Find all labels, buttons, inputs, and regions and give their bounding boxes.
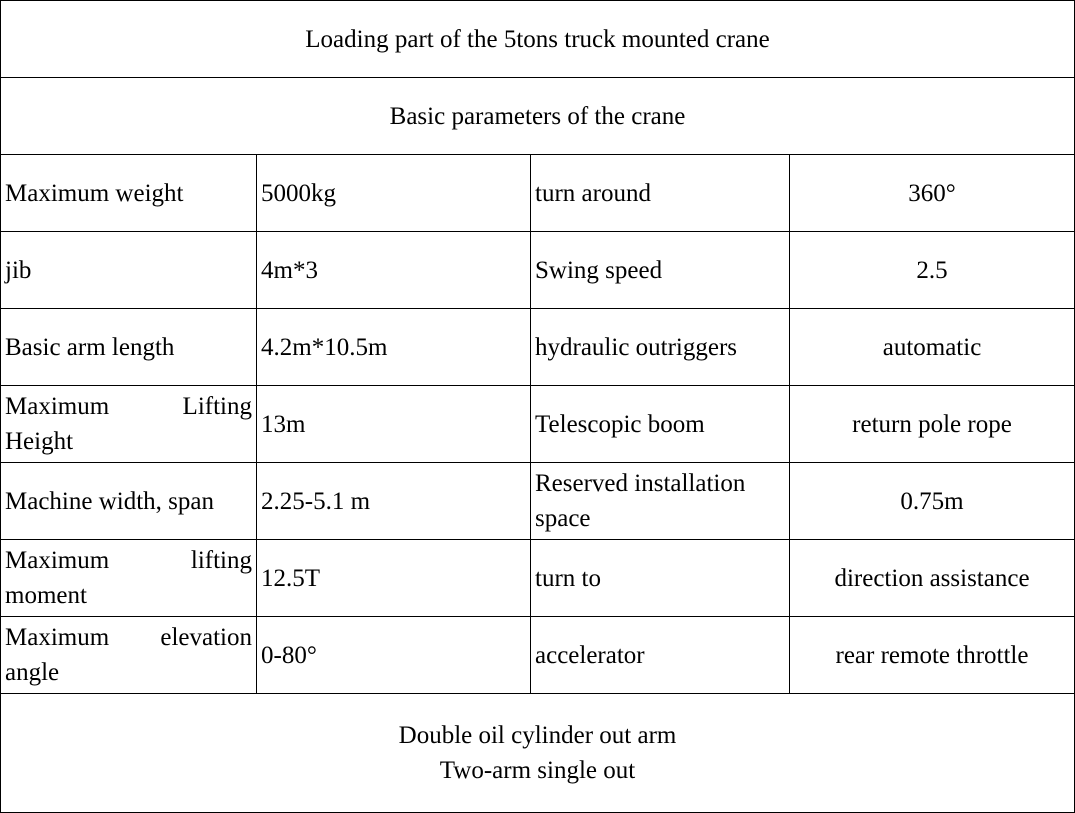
param-value: 360° [790,155,1075,232]
footer-line: Two-arm single out [439,757,636,784]
table-row [1,540,1075,617]
param-label: jib [1,232,257,309]
footer-note [1,694,1075,813]
table-title: Loading part of the 5tons truck mounted crane [1,1,1075,78]
param-value: 0.75m [790,463,1075,540]
table-row [1,309,1075,386]
section-heading: Basic parameters of the crane [1,78,1075,155]
param-label: turn around [531,155,790,232]
param-label: hydraulic outriggers [531,309,790,386]
param-value: 2.5 [790,232,1075,309]
table-row [1,386,1075,463]
param-value: 4m*3 [257,232,531,309]
param-label: Reserved installation space [531,463,790,540]
param-value: 5000kg [257,155,531,232]
table-row [1,232,1075,309]
footer-line: Double oil cylinder out arm [398,722,677,749]
table-row [1,463,1075,540]
param-label: Maximum elevation angle [1,617,257,694]
param-value: 12.5T [257,540,531,617]
param-label: Telescopic boom [531,386,790,463]
param-value: rear remote throttle [790,617,1075,694]
param-value: automatic [790,309,1075,386]
param-value: return pole rope [790,386,1075,463]
param-label: Swing speed [531,232,790,309]
table-row [1,155,1075,232]
param-value: 13m [257,386,531,463]
param-label: Maximum lifting moment [1,540,257,617]
param-value: 2.25-5.1 m [257,463,531,540]
param-label: Machine width, span [1,463,257,540]
param-value: 4.2m*10.5m [257,309,531,386]
param-label: Maximum Lifting Height [1,386,257,463]
param-label: Basic arm length [1,309,257,386]
param-label: Maximum weight [1,155,257,232]
param-value: 0-80° [257,617,531,694]
param-value: direction assistance [790,540,1075,617]
param-label: turn to [531,540,790,617]
param-label: accelerator [531,617,790,694]
table-row [1,617,1075,694]
